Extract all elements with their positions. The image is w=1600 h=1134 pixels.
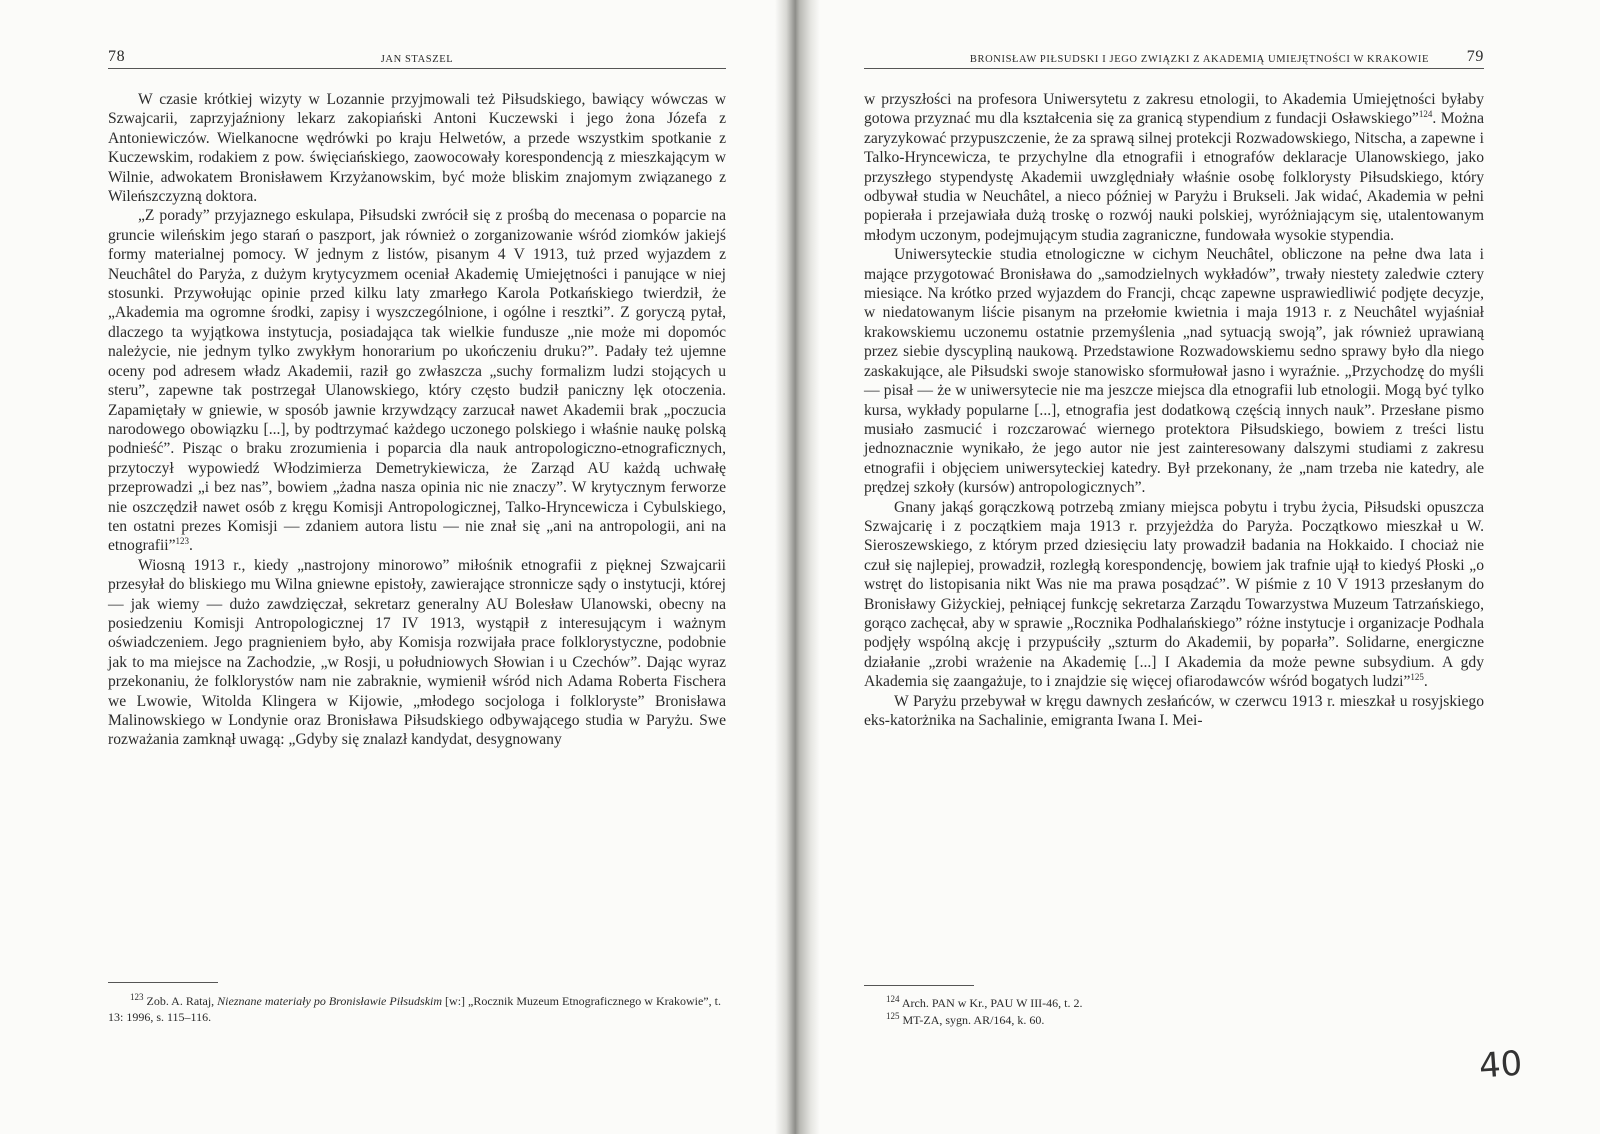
left-footnotes [108, 993, 726, 1026]
right-page-header [864, 46, 1484, 69]
right-page-body [864, 90, 1484, 730]
paragraph: Wiosną 1913 r., kiedy „nastrojony minorowo” miłośnik etnografii z pięknej Szwajcarii przesyłał do bliskiego mu Wilna gniewne epistoły, zawierające stronnicze sądy o instytucji, której — jak wiemy — dużo zawdzięczał, sekretarz generalny AU Bolesław Ulanowski, obecny na posiedzeniu Komisji Antropologicznej 17 IV 1913, wystąpił z interesującym i ważnym oświadczeniem. Jego pragnieniem było, aby Komisja rozwijała prace folklorystyczne, podobnie jak to ma miejsce na Zachodzie, „w Rosji, u południowych Słowian i u Czechów”. Dając wyraz przekonaniu, że folklorystów nam nie zabraknie, wymienił wśród nich Adama Roberta Fischera we Lwowie, Witolda Klingera w Kijowie, „młodego socjologa i folkloryste” Bronisława Malinowskiego w Londynie oraz Bronisława Piłsudskiego odbywającego studia w Paryżu. Swe rozważania zamknął uwagą: „Gdyby się znalazł kandydat, desygnowany [108, 556, 726, 749]
left-page-header [108, 46, 726, 69]
right-page [810, 0, 1600, 1134]
left-page-body [108, 90, 726, 750]
footnote-ref: 123 [175, 536, 190, 547]
footnote-rule [864, 985, 974, 986]
footnote-rule [108, 982, 218, 983]
paragraph [864, 498, 1484, 692]
footnote [864, 1012, 1484, 1028]
paragraph-text: „Z porady” przyjaznego eskulapa, Piłsudski zwrócił się z prośbą do mecenasa o poparcie na gruncie wileńskim jego starań o paszport, jak również o zorganizowanie wśród ziomków jakiejś formy materialnej pomocy. W jednym z listów, pisanym 4 V 1913, tuż przed wyjazdem z Neuchâtel do Paryża, z dużym krytycyzmem oceniał Akademię Umiejętności i panujące w niej stosunki. Przywołując opinie przed kilku laty zmarłego Karola Potkańskiego twierdził, że „Akademia ma ogromne środki, zapisy i wyszczególnione, i ogólne i resztki”. Z goryczą pytał, dlaczego ta wyjątkowa instytucja, posiadająca tak wielkie fundusze „nie może mi dopomóc należycie, nie jednym tylko zwykłym honorarium po ukończeniu druku?”. Padały też ujemne oceny pod adresem władz Akademii, raził go zwłaszcza „suchy formalizm ludzi stojących u steru”, zapewne tak postrzegał Ulanowskiego, który często budził paniczny lęk otoczenia. Zapamiętały w gniewie, w sposób jawnie krzywdzący zarzucał nawet Akademii brak „poczucia narodowego obowiązku [...], by podtrzymać każdego uczonego polskiego i właśnie naukę polską podnieść”. Pisząc o braku zrozumienia i poparcia dla nauk antropologiczno-etnograficznych, przytoczył wypowiedź Włodzimierza Demetrykiewicza, że Zarząd AU każdą uchwałę przeprowadzi „i bez nas”, bowiem „żadna nasza opinia nic nie znaczy”. W krytycznym ferworze nie oszczędził nawet osób z kręgu Komisji Antropologicznej, Talko-Hryncewicza i Cybulskiego, ten ostatni prezes Komisji — zdaniem autora listu — nie znał się „ani na antropologii, ani na etnografii” [108, 207, 726, 555]
paragraph [108, 206, 726, 555]
footnote-text: MT-ZA, sygn. AR/164, k. 60. [899, 1013, 1045, 1027]
left-page [0, 0, 790, 1134]
paragraph: W Paryżu przebywał w kręgu dawnych zesłańców, w czerwcu 1913 r. mieszkał u rosyjskiego eks-katorżnika na Sachalinie, emigranta Iwana I. Mei- [864, 692, 1484, 729]
footnote-number: 123 [130, 992, 144, 1002]
footnote-text: Arch. PAN w Kr., PAU W III-46, t. 2. [899, 996, 1083, 1010]
footnote [108, 993, 726, 1025]
right-footnotes [864, 995, 1484, 1029]
paragraph: W czasie krótkiej wizyty w Lozannie przyjmowali też Piłsudskiego, bawiący wówczas w Szwajcarii, zaprzyjaźniony lekarz zakopiański Antoni Kuczewski i jego żona Józefa z Antoniewiczów. Wielkanocne wędrówki po kraju Helwetów, a przede wszystkim spotkanie z Kuczewskim, rodakiem z pow. święciańskiego, zaowocowały korespondencją z mieszkającym w Wilnie, adwokatem Bronisławem Krzyżanowskim, być może bliskim znajomym związanego z Wileńszczyzną doktora. [108, 91, 726, 206]
running-head: JAN STASZEL [380, 54, 454, 65]
paragraph [864, 90, 1484, 245]
footnote-number: 125 [886, 1011, 900, 1021]
paragraph-text: . Można zaryzykować przypuszczenie, że za sprawą silnej protekcji Rozwadowskiego, Nitscha, a zapewne i Talko-Hryncewicza, te przychylne dla etnografii i etnografów deklaracje Ulanowskiego, jako przyszłego stypendystę Akademii uwzględniały właśnie osobę folklorysty Piłsudskiego, który odbywał studia w Neuchâtel, a nieco później w Paryżu i Brukseli. Jak widać, Akademia w pełni popierała i przejawiała dużą troskę o rozwój nauki polskiej, wyróżniającym się, utalentowanym młodym uczonym, podejmującym studia zagraniczne, fundowała wysokie stypendia. [864, 110, 1484, 244]
footnote-text: [w:] „Rocznik Muzeum Etnograficznego w Krakowie”, t. 13: 1996, s. 115–116. [108, 994, 721, 1024]
footnote-text: Zob. A. Rataj, [143, 994, 218, 1008]
paragraph-text: Gnany jakąś gorączkową potrzebą zmiany miejsca pobytu i trybu życia, Piłsudski opuszcza Szwajcarię i z początkiem maja 1913 r. przyjeżdża do Paryża. Początkowo mieszkał u W. Sieroszewskiego, z którym przed dziesięciu laty prowadził badania na Hokkaido. I chociaż nie czuł się najlepiej, prowadził, rozległą korespondencję, bowiem jak trafnie ujął to kiedyś Płoski „o wstręt do listopisania nikt Was nie ma prawa posądzać”. W piśmie z 10 V 1913 przesłanym do Bronisławy Giżyckiej, pełniącej funkcję sekretarza Zarządu Towarzystwa Muzeum Tatrzańskiego, gorąco zachęcał, aby w sprawie „Rocznika Podhalańskiego” różne instytucje i organizacje Podhala podjęły wspólną akcję i przypuściły „szturm do Akademii, by poparła”. Solidarne, energiczne działanie „zrobi wrażenie na Akademię [...] I Akademia da może pewne subsydium. A gdy Akademia się zaangażuje, to i znajdzie się więcej ofiarodawców wśród bogatych ludzi” [864, 498, 1484, 691]
punct: . [1423, 673, 1428, 691]
footnote-title: Nieznane materiały po Bronisławie Piłsudskim [217, 994, 443, 1008]
page-number: 78 [108, 48, 126, 65]
footnote-number: 124 [886, 994, 900, 1004]
paragraph: Uniwersyteckie studia etnologiczne w cichym Neuchâtel, obliczone na pełne dwa lata i mające przygotować Bronisława do „samodzielnych wykładów”, trwały niestety zaledwie cztery miesiące. Na krótko przed wyjazdem do Francji, chcąc zapewne usprawiedliwić podjęte decyzje, w niedatowanym liście pisanym na przełomie kwietnia i maja 1913 r. z Neuchâtel wyjaśniał krakowskiemu uczonemu ostatnie przemyślenia „nad sytuacją swoją”, jak również uprawianą przez siebie dyscypliną naukową. Przedstawione Rozwadowskiemu sedno sprawy było dla niego zaskakujące, ale Piłsudski swoje stanowisko sformułował jasno i wyraźnie. „Przychodzę do myśli — pisał — że w uniwersytecie nie ma jeszcze miejsca dla etnografii lub etnologii. Mogą być tylko kursa, wykłady popularne [...], etnografia jest dodatkową częścią innych nauk”. Przesłane pismo musiało zasmucić i rozczarować wiernego protektora Piłsudskiego, bowiem z treści listu jednoznacznie wynikało, że jego autor nie jest zainteresowany dalszymi studiami z zakresu etnografii i objęciem uniwersyteckiej katedry. Był przekonany, że „nam trzeba nie katedry, ale prędzej szkoły (kursów) antropologicznych”. [864, 246, 1484, 497]
page-number: 79 [1466, 48, 1484, 65]
footnote-ref: 125 [1410, 672, 1424, 682]
punct: . [189, 537, 193, 555]
footnote-ref: 124 [1418, 109, 1433, 120]
footnote [864, 995, 1484, 1011]
paragraph-text: w przyszłości na profesora Uniwersytetu z zakresu etnologii, to Akademia Umiejętności byłaby gotowa przyznać mu dla kształcenia się za granicą stypendium z fundacji Osławskiego” [864, 91, 1484, 128]
handwritten-page-number: 40 [1477, 1043, 1524, 1087]
running-head: BRONISŁAW PIŁSUDSKI I JEGO ZWIĄZKI Z AKADEMIĄ UMIEJĘTNOŚCI W KRAKOWIE [969, 54, 1429, 65]
